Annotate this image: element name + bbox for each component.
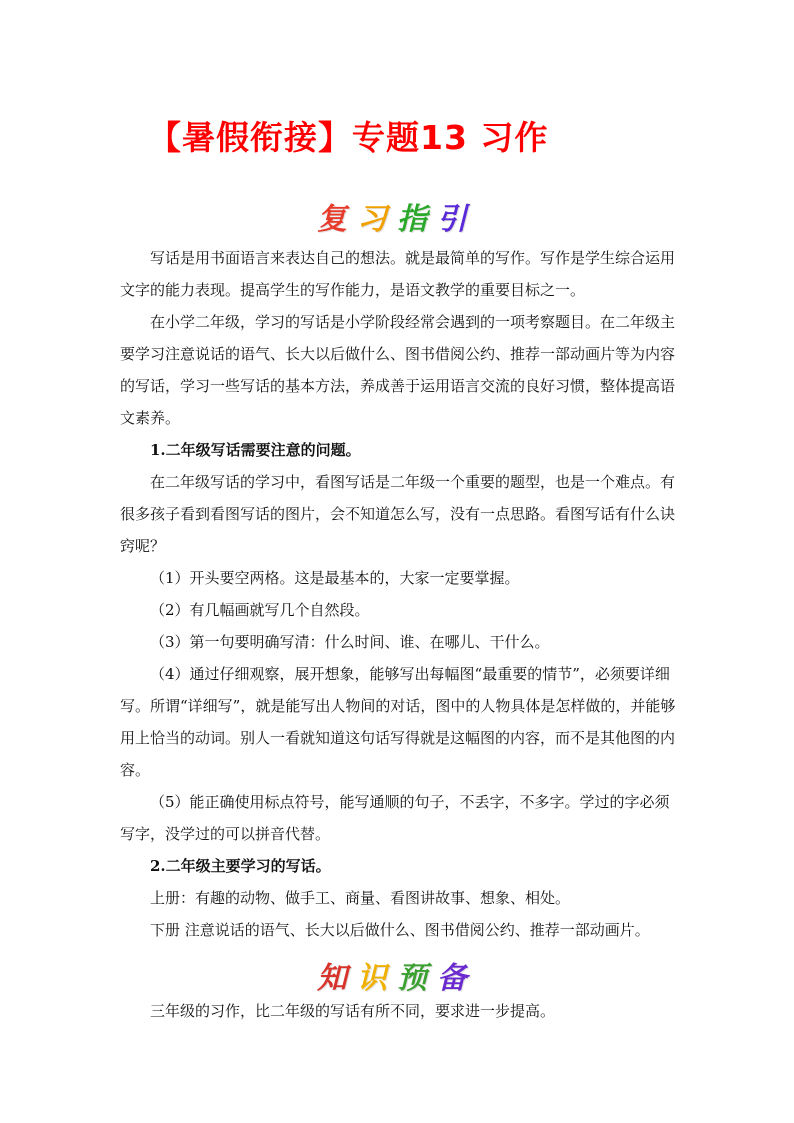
heading-char-2: 习	[357, 202, 397, 237]
heading-char-4: 引	[437, 202, 477, 237]
section-heading-knowledge-prep	[0, 953, 794, 997]
heading-char-1: 复	[317, 202, 357, 237]
section-body-knowledge-prep	[120, 995, 680, 1027]
list-item: （3）第一句要明确写清：什么时间、谁、在哪儿、干什么。	[150, 633, 550, 651]
heading-char-3: 预	[397, 961, 437, 996]
section-body-review-guide	[120, 242, 680, 946]
list-item: （2）有几幅画就写几个自然段。	[150, 601, 370, 619]
heading-char-2: 识	[357, 961, 397, 996]
knowledge-paragraph: 三年级的习作，比二年级的写话有所不同，要求进一步提高。	[150, 1002, 556, 1020]
subheading-notes: 1.二年级写话需要注意的问题。	[150, 441, 361, 459]
heading-char-1: 知	[317, 961, 357, 996]
heading-char-4: 备	[437, 961, 477, 996]
document-title: 【暑假衔接】专题13 习作	[148, 118, 549, 157]
volume-down-line: 下册 注意说话的语气、长大以后做什么、图书借阅公约、推荐一部动画片。	[150, 921, 650, 939]
list-item: （1）开头要空两格。这是最基本的，大家一定要掌握。	[150, 569, 520, 587]
subheading-topics: 2.二年级主要学习的写话。	[150, 857, 331, 875]
intro-paragraph-1: 写话是用书面语言来表达自己的想法。就是最简单的写作。写作是学生综合运用文字的能力表现。提高学生的写作能力，是语文教学的重要目标之一。	[120, 249, 676, 299]
intro-paragraph-2: 在小学二年级，学习的写话是小学阶段经常会遇到的一项考察题目。在二年级主要学习注意说话的语气、长大以后做什么、图书借阅公约、推荐一部动画片等为内容的写话，学习一些写话的基本方法，养成善于运用语言交流的良好习惯，整体提高语文素养。	[120, 313, 676, 427]
volume-up-line: 上册：有趣的动物、做手工、商量、看图讲故事、想象、相处。	[150, 889, 571, 907]
list-item: （5）能正确使用标点符号，能写通顺的句子，不丢字，不多字。学过的字必须写字，没学过的可以拼音代替。	[120, 793, 670, 843]
section-heading-review-guide	[0, 194, 794, 238]
list-item: （4）通过仔细观察，展开想象，能够写出每幅图“最重要的情节”，必须要详细写。所谓“详细写”，就是能写出人物间的对话，图中的人物具体是怎样做的，并能够用上恰当的动词。别人一看就知道这句话写得就是这幅图的内容，而不是其他图的内容。	[120, 665, 676, 779]
heading-char-3: 指	[397, 202, 437, 237]
notes-paragraph: 在二年级写话的学习中，看图写话是二年级一个重要的题型，也是一个难点。有很多孩子看到看图写话的图片，会不知道怎么写，没有一点思路。看图写话有什么诀窍呢？	[120, 473, 676, 555]
